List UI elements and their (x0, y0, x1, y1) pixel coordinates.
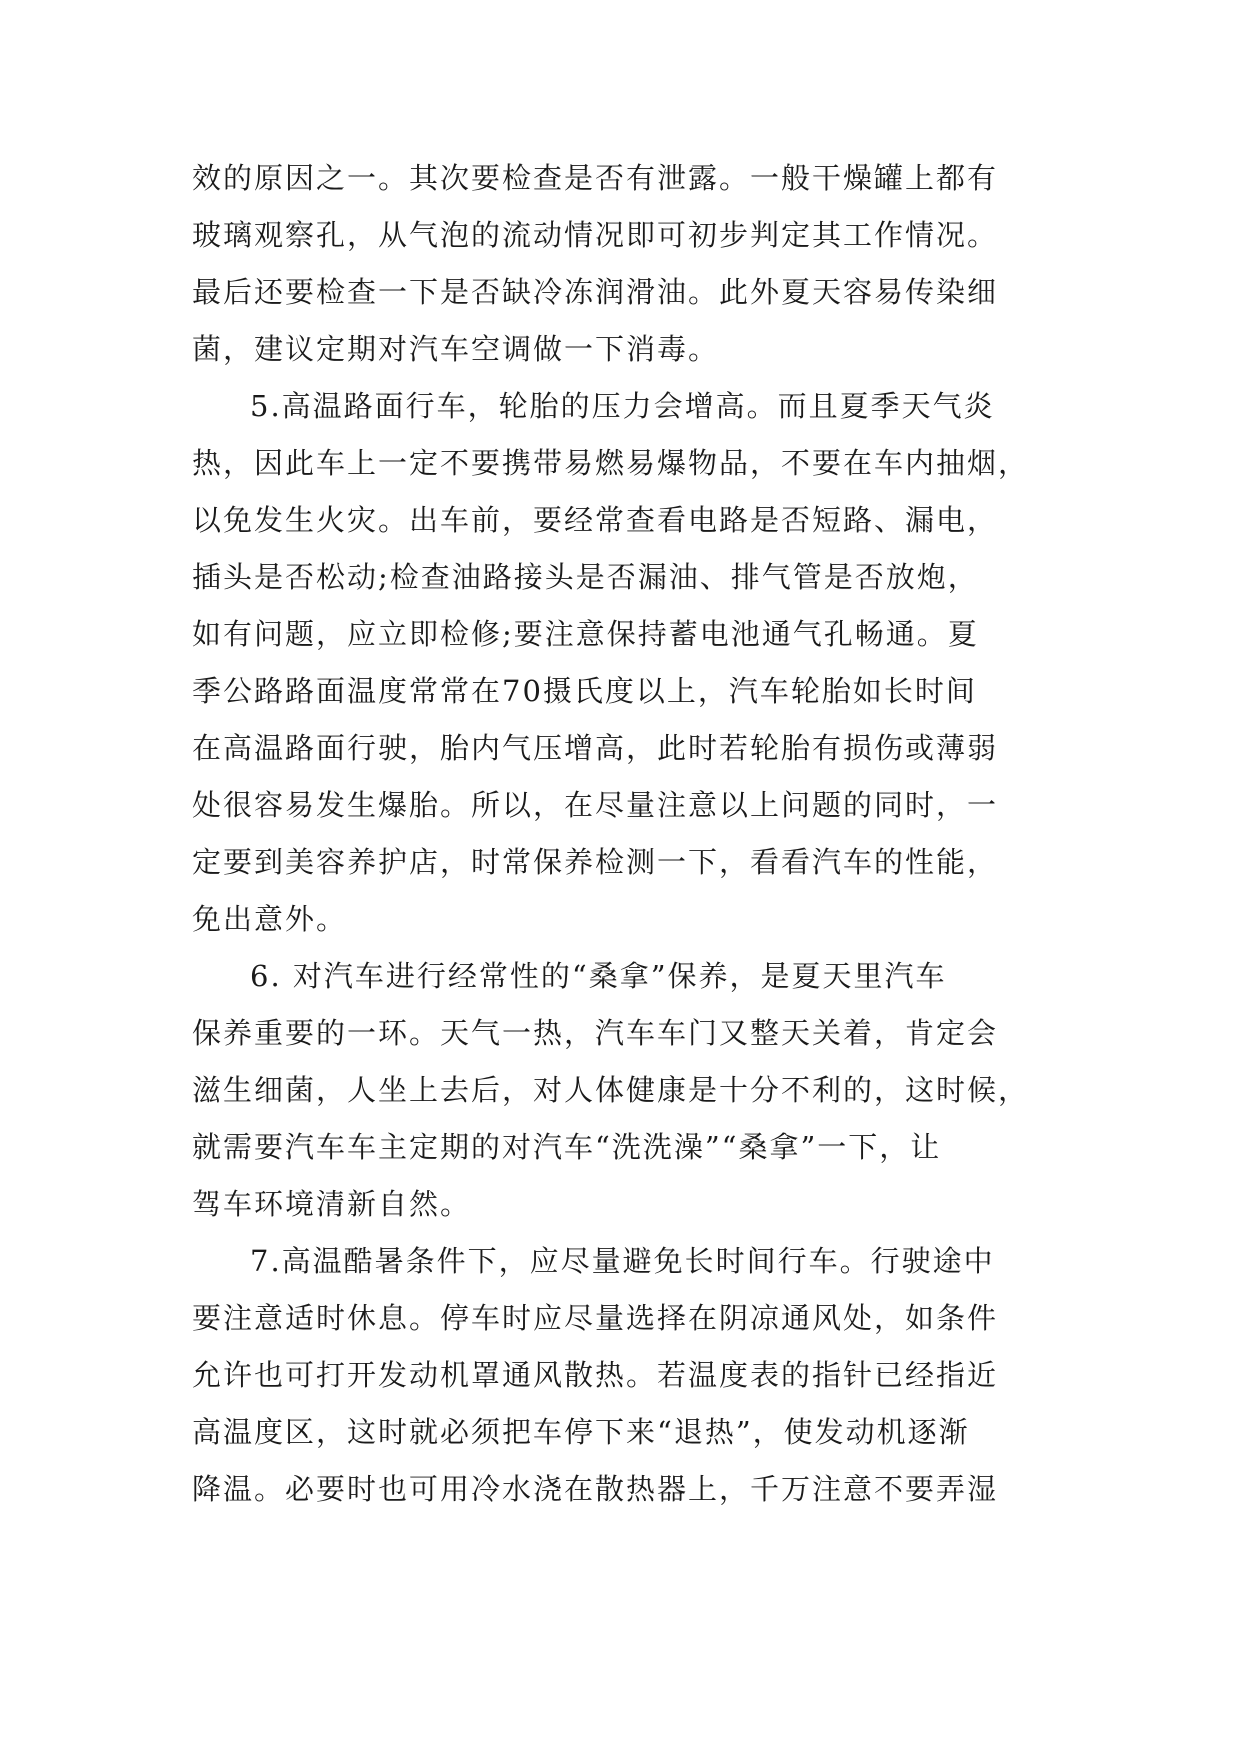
text-line: 高温度区，这时就必须把车停下来“退热”，使发动机逐渐 (192, 1415, 970, 1449)
text-line: 季公路路面温度常常在70摄氏度以上，汽车轮胎如长时间 (192, 674, 977, 708)
text-line: 玻璃观察孔，从气泡的流动情况即可初步判定其工作情况。 (192, 218, 999, 252)
text-line: 效的原因之一。其次要检查是否有泄露。一般干燥罐上都有 (192, 161, 999, 195)
text-line: 在高温路面行驶，胎内气压增高，此时若轮胎有损伤或薄弱 (192, 731, 999, 765)
text-line: 如有问题，应立即检修;要注意保持蓄电池通气孔畅通。夏 (192, 617, 979, 651)
text-line: 允许也可打开发动机罩通风散热。若温度表的指针已经指近 (192, 1358, 999, 1392)
text-line: 驾车环境清新自然。 (192, 1187, 472, 1221)
text-line: 处很容易发生爆胎。所以，在尽量注意以上问题的同时，一 (192, 788, 999, 822)
text-line: 免出意外。 (192, 902, 348, 936)
text-line: 菌，建议定期对汽车空调做一下消毒。 (192, 332, 720, 366)
text-line: 保养重要的一环。天气一热，汽车车门又整天关着，肯定会 (192, 1016, 999, 1050)
text-line: 降温。必要时也可用冷水浇在散热器上，千万注意不要弄湿 (192, 1472, 999, 1506)
text-line: 定要到美容养护店，时常保养检测一下，看看汽车的性能， (192, 845, 999, 879)
text-line: 以免发生火灾。出车前，要经常查看电路是否短路、漏电， (192, 503, 999, 537)
text-line: 最后还要检查一下是否缺冷冻润滑油。此外夏天容易传染细 (192, 275, 999, 309)
paragraph-start-line: 6. 对汽车进行经常性的“桑拿”保养，是夏天里汽车 (250, 959, 947, 993)
paragraph-start-line: 5.高温路面行车，轮胎的压力会增高。而且夏季天气炎 (250, 389, 995, 423)
text-line: 热，因此车上一定不要携带易燃易爆物品，不要在车内抽烟， (192, 446, 1030, 480)
text-line: 滋生细菌，人坐上去后，对人体健康是十分不利的，这时候， (192, 1073, 1030, 1107)
text-line: 就需要汽车车主定期的对汽车“洗洗澡”“桑拿”一下，让 (192, 1130, 942, 1164)
text-line: 插头是否松动;检查油路接头是否漏油、排气管是否放炮， (192, 560, 979, 594)
text-line: 要注意适时休息。停车时应尽量选择在阴凉通风处，如条件 (192, 1301, 999, 1335)
paragraph-start-line: 7.高温酷暑条件下，应尽量避免长时间行车。行驶途中 (250, 1244, 995, 1278)
